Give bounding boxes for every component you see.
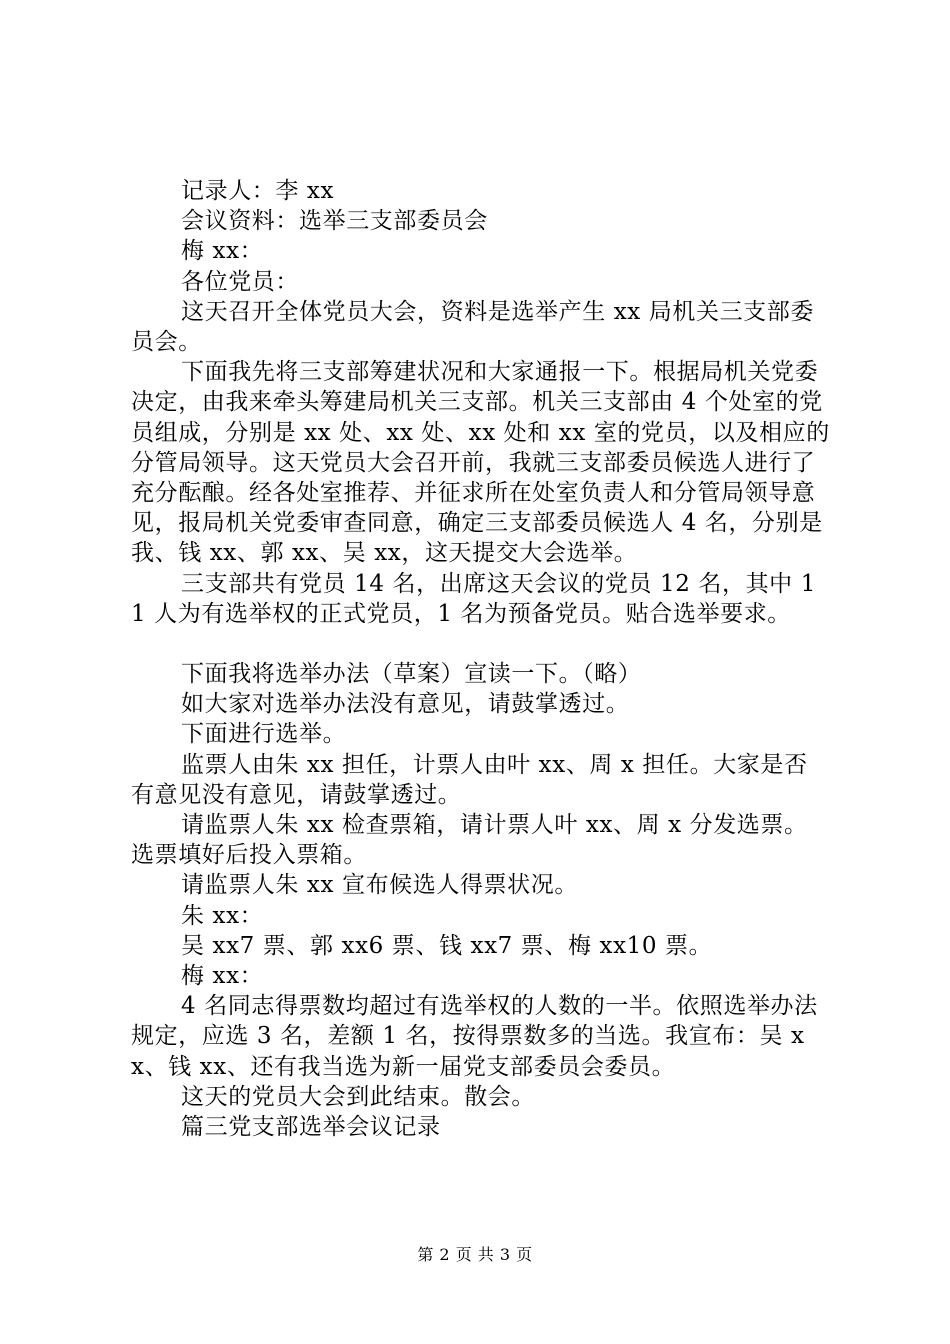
recorder-line: 记录人：李 xx: [181, 178, 335, 204]
paragraph: 这天召开全体党员大会，资料是选举产生 xx 局机关三支部委员会。: [131, 298, 814, 356]
page-number-footer: 第 2 页 共 3 页: [417, 1245, 533, 1264]
paragraph: 下面进行选举。: [181, 721, 347, 748]
speaker-label: 梅 xx：: [181, 238, 264, 265]
paragraph: 4 名同志得票数均超过有选举权的人数的一半。依照选举办法规定，应选 3 名，差额 1 名，按得票数多的当选。我宣布：吴 xx、钱 xx、还有我当选为新一届党支部委员会委员。: [131, 993, 818, 1080]
speaker-label: 梅 xx：: [181, 963, 264, 990]
meeting-topic-line: 会议资料：选举三支部委员会: [181, 208, 488, 235]
paragraph: 三支部共有党员 14 名，出席这天会议的党员 12 名，其中 11 人为有选举权的正式党员，1 名为预备党员。贴合选举要求。: [131, 570, 816, 627]
section-heading: 篇三党支部选举会议记录: [181, 1114, 441, 1141]
speaker-label: 朱 xx：: [181, 902, 264, 929]
paragraph: 监票人由朱 xx 担任，计票人由叶 xx、周 x 担任。大家是否有意见没有意见，请鼓掌透过。: [131, 751, 808, 808]
salutation: 各位党员：: [181, 268, 299, 295]
paragraph: 下面我先将三支部筹建状况和大家通报一下。根据局机关党委决定，由我来牵头筹建局机关三支部。机关三支部由 4 个处室的党员组成，分别是 xx 处、xx 处、xx 处和 xx 室的党员，以及相应的分管局领导。这天党员大会召开前，我就三支部委员候选人进行了充分酝酿。经各处室推荐、并征求所在处室负责人和分管局领导意见，报局机关党委审查同意，确定三支部委员候选人 4 名，分别是我、钱 xx、郭 xx、吴 xx，这天提交大会选举。: [131, 359, 830, 567]
document-body: [131, 176, 831, 1142]
paragraph: 这天的党员大会到此结束。散会。: [181, 1083, 535, 1110]
vote-results: 吴 xx7 票、郭 xx6 票、钱 xx7 票、梅 xx10 票。: [181, 932, 713, 959]
paragraph: 请监票人朱 xx 宣布候选人得票状况。: [181, 872, 578, 899]
paragraph: 如大家对选举办法没有意见，请鼓掌透过。: [181, 691, 630, 718]
paragraph: 请监票人朱 xx 检查票箱，请计票人叶 xx、周 x 分发选票。选票填好后投入票箱。: [131, 812, 808, 869]
paragraph: 下面我将选举办法（草案）宣读一下。（略）: [181, 661, 642, 688]
